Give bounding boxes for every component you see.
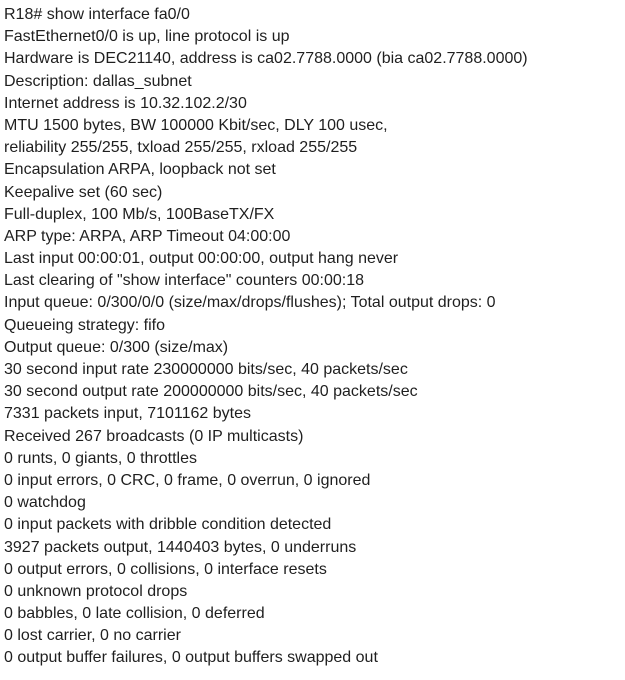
output-line-status: FastEthernet0/0 is up, line protocol is up [4, 28, 290, 46]
output-line-watchdog: 0 watchdog [4, 494, 86, 512]
output-line-unknown-protocol: 0 unknown protocol drops [4, 582, 188, 600]
output-line-keepalive: Keepalive set (60 sec) [4, 183, 163, 201]
output-line-input-errors: 0 input errors, 0 CRC, 0 frame, 0 overrun, 0 ignored [4, 471, 371, 489]
output-line-reliability: reliability 255/255, txload 255/255, rxload 255/255 [4, 139, 358, 157]
output-line-broadcasts: Received 267 broadcasts (0 IP multicasts) [4, 427, 304, 445]
output-line-hardware: Hardware is DEC21140, address is ca02.7788.0000 (bia ca02.7788.0000) [4, 50, 528, 68]
output-line-output-rate: 30 second output rate 200000000 bits/sec, 40 packets/sec [4, 383, 418, 401]
output-line-internet-address: Internet address is 10.32.102.2/30 [4, 94, 247, 112]
output-line-last-input: Last input 00:00:01, output 00:00:00, output hang never [4, 250, 399, 268]
output-line-encapsulation: Encapsulation ARPA, loopback not set [4, 161, 276, 179]
output-line-packets-input: 7331 packets input, 7101162 bytes [4, 405, 251, 423]
output-line-input-queue: Input queue: 0/300/0/0 (size/max/drops/flushes); Total output drops: 0 [4, 294, 496, 312]
output-line-babbles: 0 babbles, 0 late collision, 0 deferred [4, 605, 265, 623]
output-line-packets-output: 3927 packets output, 1440403 bytes, 0 underruns [4, 538, 357, 556]
output-line-input-rate: 30 second input rate 230000000 bits/sec, 40 packets/sec [4, 361, 408, 378]
output-line-arp: ARP type: ARPA, ARP Timeout 04:00:00 [4, 227, 291, 245]
output-line-duplex: Full-duplex, 100 Mb/s, 100BaseTX/FX [4, 205, 275, 223]
output-line-queueing-strategy: Queueing strategy: fifo [4, 316, 165, 334]
output-line-command: R18# show interface fa0/0 [4, 6, 190, 23]
output-line-description: Description: dallas_subnet [4, 72, 192, 90]
output-line-output-errors: 0 output errors, 0 collisions, 0 interface resets [4, 560, 327, 578]
output-line-runts: 0 runts, 0 giants, 0 throttles [4, 449, 197, 467]
output-line-output-queue: Output queue: 0/300 (size/max) [4, 338, 229, 356]
output-line-dribble: 0 input packets with dribble condition detected [4, 516, 332, 534]
output-line-last-clearing: Last clearing of "show interface" counters 00:00:18 [4, 272, 365, 290]
output-line-buffer-failures: 0 output buffer failures, 0 output buffers swapped out [4, 649, 378, 667]
output-line-lost-carrier: 0 lost carrier, 0 no carrier [4, 627, 181, 645]
output-line-mtu: MTU 1500 bytes, BW 100000 Kbit/sec, DLY 100 usec, [4, 116, 388, 134]
